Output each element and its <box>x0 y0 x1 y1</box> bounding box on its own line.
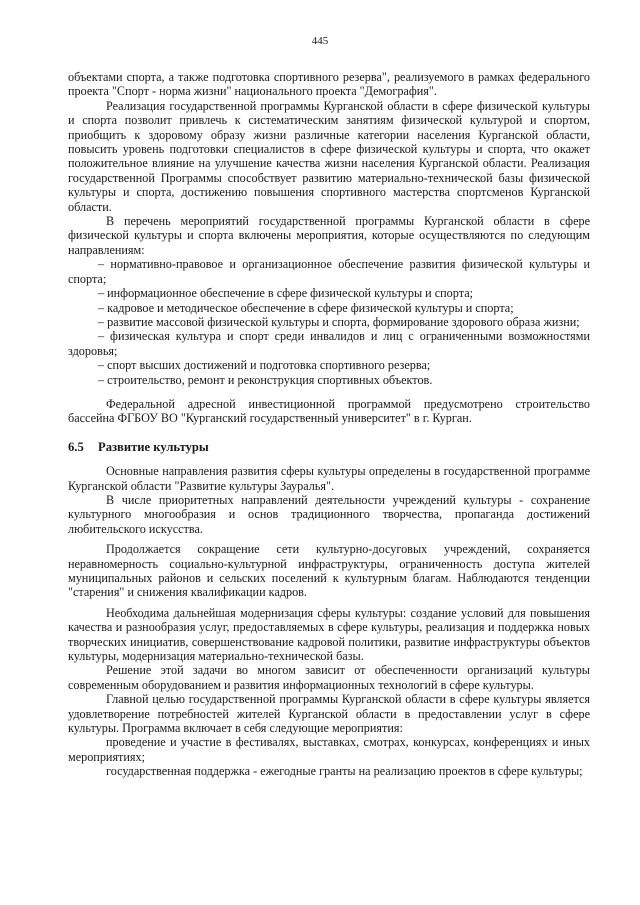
paragraph: проведение и участие в фестивалях, выставках, смотрах, конкурсах, конференциях и иных мероприятиях; <box>68 735 590 764</box>
paragraph: В числе приоритетных направлений деятельности учреждений культуры - сохранение культурного многообразия и основ традиционного творчества, пропаганда достижений любительского искусства. <box>68 492 590 536</box>
text-section-culture <box>68 464 590 779</box>
section-heading <box>68 440 590 454</box>
list-item: – физическая культура и спорт среди инвалидов и лиц с ограниченными возможностями здоровья; <box>68 329 590 358</box>
paragraph: Решение этой задачи во многом зависит от обеспеченности организаций культуры современным оборудованием и развития информационных технологий в сфере культуры. <box>68 663 590 692</box>
paragraph: Реализация государственной программы Курганской области в сфере физической культуры и спорта позволит привлечь к систематическим занятиям физической культурой и спортом, приобщить к здоровому образу жизни различные категории населения Курганской области, повысить уровень подготовки специалистов в сфере физической культуры и спорта, что окажет положительное влияние на улучшение качества жизни населения Курганской области. Реализация государственной Программы способствует развитию материально-технической базы физической культуры и спорта, достижению повышения спортивного мастерства спортсменов Курганской области. <box>68 98 590 214</box>
page-number: 445 <box>311 35 329 47</box>
paragraph: государственная поддержка - ежегодные гранты на реализацию проектов в сфере культуры; <box>106 764 583 779</box>
paragraph: Федеральной адресной инвестиционной программой предусмотрено строительство бассейна ФГБОУ ВО "Курганский государственный университет" в г. Курган. <box>68 396 590 426</box>
list-item: – строительство, ремонт и реконструкция спортивных объектов. <box>98 372 433 387</box>
text-section-sport <box>68 70 590 426</box>
list-item: – нормативно-правовое и организационное обеспечение развития физической культуры и спорта; <box>68 257 590 286</box>
paragraph: Основные направления развития сферы культуры определены в государственной программе Курганской области "Развитие культуры Зауралья". <box>68 464 590 493</box>
section-title: Развитие культуры <box>98 439 209 454</box>
paragraph: объектами спорта, а также подготовка спортивного резерва", реализуемого в рамках федерального проекта "Спорт - норма жизни" национального проекта "Демография". <box>68 70 590 99</box>
paragraph: Главной целью государственной программы Курганской области в сфере культуры является удовлетворение потребностей жителей Курганской области в предоставлении услуг в сфере культуры. Программа включает в себя следующие мероприятия: <box>68 692 590 736</box>
page-content <box>68 70 590 779</box>
paragraph: Необходима дальнейшая модернизация сферы культуры: создание условий для повышения качества и разнообразия услуг, предоставляемых в сфере культуры, реализация и поддержка новых творческих инициатив, совершенствование кадровой политики, развитие инфраструктуры объектов культуры, модернизация материально-технической базы. <box>68 605 590 664</box>
list-item: – развитие массовой физической культуры и спорта, формирование здорового образа жизни; <box>98 314 580 329</box>
list-item: – информационное обеспечение в сфере физической культуры и спорта; <box>98 286 473 301</box>
section-number: 6.5 <box>68 439 84 454</box>
paragraph: В перечень мероприятий государственной программы Курганской области в сфере физической культуры и спорта включены мероприятия, которые осуществляются по следующим направлениям: <box>68 214 590 257</box>
list-item: – кадровое и методическое обеспечение в сфере физической культуры и спорта; <box>98 300 514 315</box>
paragraph: Продолжается сокращение сети культурно-досуговых учреждений, сохраняется неравномерность социально-культурной инфраструктуры, ограниченность доступа жителей муниципальных районов и сельских поселений к культурным благам. Наблюдаются тенденции "старения" и снижения квалификации кадров. <box>68 542 590 600</box>
list-item: – спорт высших достижений и подготовка спортивного резерва; <box>98 358 431 373</box>
